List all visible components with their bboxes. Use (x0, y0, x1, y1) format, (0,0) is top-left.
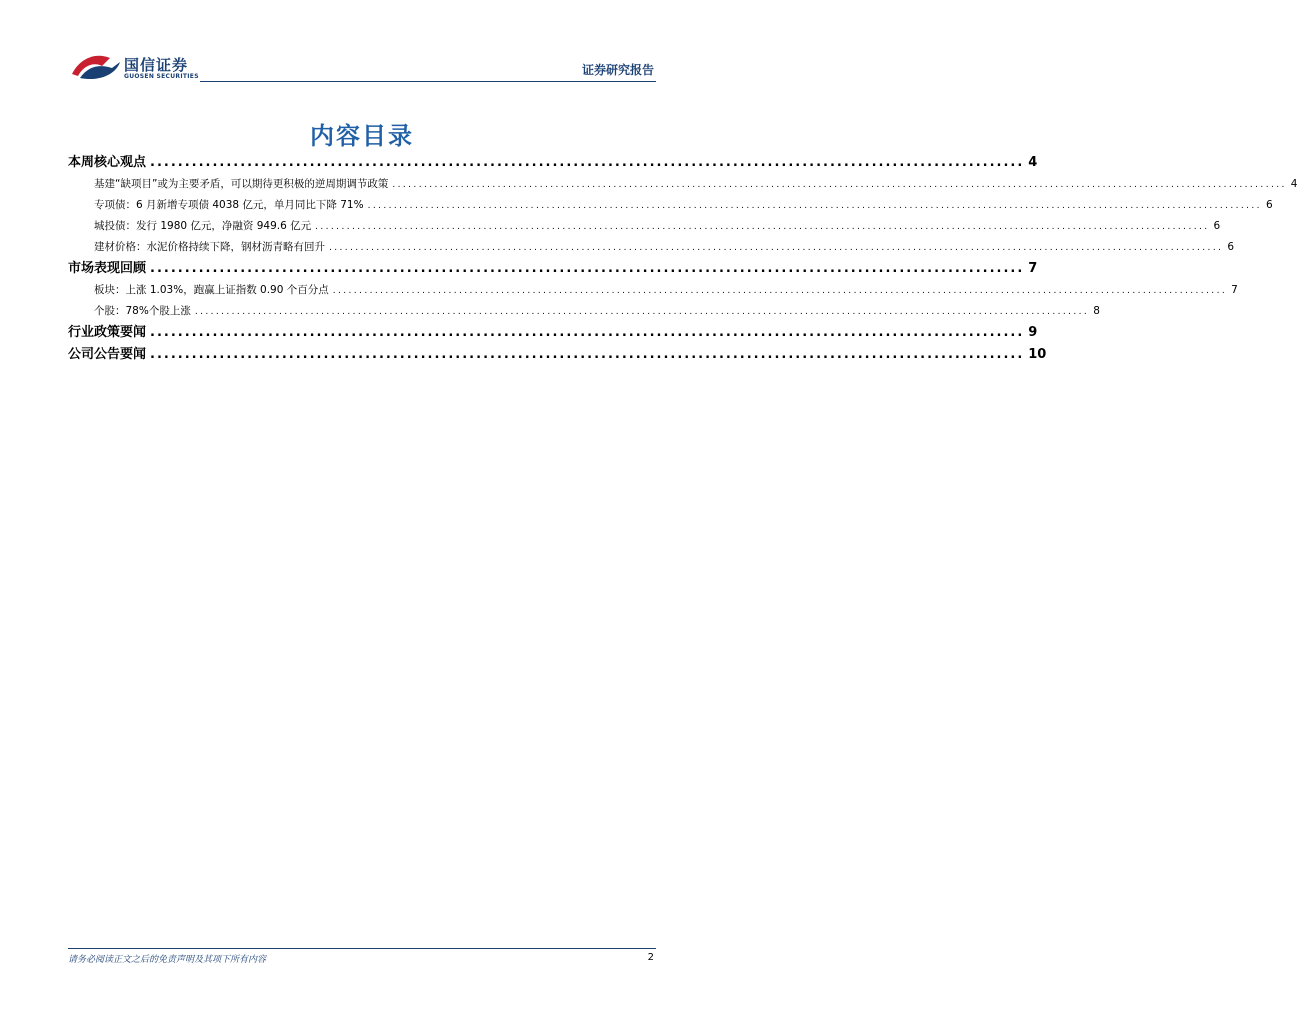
footer-disclaimer: 请务必阅读正文之后的免责声明及其项下所有内容 (68, 955, 267, 965)
toc-page-number: 10 (1028, 347, 1047, 362)
toc-subsection-material-prices[interactable] (68, 237, 1235, 258)
toc-section-company-news[interactable] (68, 344, 1047, 366)
toc-page-number: 6 (1227, 241, 1235, 253)
toc-leader-dots: .......................................................................................................................................................................... (367, 201, 1262, 211)
toc-page-number: 6 (1213, 220, 1221, 232)
guosen-logo (70, 52, 220, 86)
toc-entry-label: 行业政策要闻 (68, 325, 147, 340)
guosen-logo-icon (70, 52, 122, 82)
toc-leader-dots: .......................................................................................................................................................................... (315, 222, 1210, 232)
toc-page-number: 8 (1093, 305, 1100, 317)
report-type-label: 证券研究报告 (581, 63, 654, 77)
table-of-contents (68, 152, 1297, 366)
toc-entry-label: 公司公告要闻 (68, 347, 147, 362)
logo-chinese-name: 国信证券 (124, 56, 189, 74)
toc-title: 内容目录 (310, 122, 414, 150)
toc-leader-dots: .............................................................................................................................. (150, 155, 1025, 170)
toc-subsection-stocks[interactable] (68, 301, 1100, 322)
toc-leader-dots: .......................................................................................................................................................................... (392, 180, 1287, 190)
page-header (0, 0, 724, 90)
toc-subsection-infrastructure[interactable] (68, 174, 1297, 195)
toc-leader-dots: .............................................................................................................................. (150, 261, 1025, 276)
toc-entry-label: 城投债：发行 1980 亿元，净融资 949.6 亿元 (94, 220, 312, 232)
toc-entry-label: 板块：上涨 1.03%，跑赢上证指数 0.90 个百分点 (94, 284, 329, 296)
toc-entry-label: 个股：78%个股上涨 (94, 305, 191, 317)
toc-leader-dots: .......................................................................................................................................................................... (332, 286, 1228, 296)
toc-entry-label: 建材价格：水泥价格持续下降，钢材沥青略有回升 (94, 241, 325, 253)
toc-page-number: 9 (1028, 325, 1038, 340)
toc-subsection-sector[interactable] (68, 280, 1238, 301)
toc-entry-label: 专项债：6 月新增专项债 4038 亿元，单月同比下降 71% (94, 199, 364, 211)
toc-leader-dots: .............................................................................................................................. (150, 325, 1025, 340)
toc-subsection-special-bonds[interactable] (68, 195, 1273, 216)
toc-leader-dots: .......................................................................................................................................................................... (194, 307, 1090, 317)
logo-english-name: GUOSEN SECURITIES (124, 73, 199, 80)
header-divider (200, 81, 656, 82)
toc-subsection-urban-bonds[interactable] (68, 216, 1221, 237)
footer-divider (68, 948, 656, 949)
toc-entry-label: 基建“缺项目”或为主要矛盾，可以期待更积极的逆周期调节政策 (94, 178, 389, 190)
toc-section-core-views[interactable] (68, 152, 1038, 174)
toc-entry-label: 市场表现回顾 (68, 261, 147, 276)
toc-leader-dots: .............................................................................................................................. (150, 347, 1025, 362)
toc-page-number: 4 (1290, 178, 1297, 190)
toc-section-market-review[interactable] (68, 258, 1038, 280)
toc-section-policy-news[interactable] (68, 322, 1038, 344)
toc-entry-label: 本周核心观点 (68, 155, 147, 170)
footer-page-number: 2 (647, 952, 654, 963)
toc-page-number: 4 (1028, 155, 1038, 170)
toc-page-number: 7 (1231, 284, 1238, 296)
toc-leader-dots: .......................................................................................................................................................................... (329, 243, 1224, 253)
toc-page-number: 7 (1028, 261, 1038, 276)
toc-page-number: 6 (1265, 199, 1273, 211)
